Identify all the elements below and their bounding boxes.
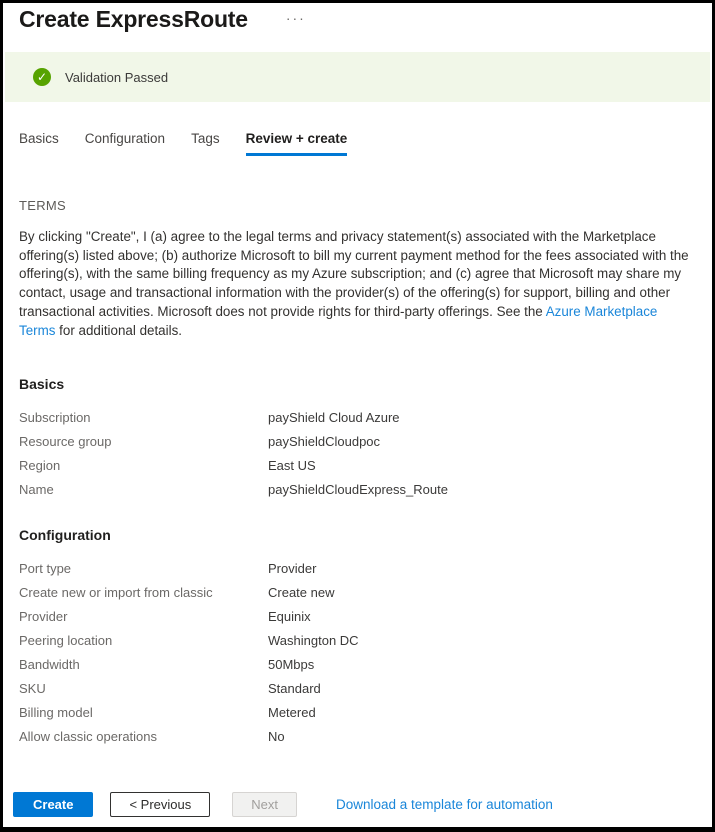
- terms-text-before: By clicking "Create", I (a) agree to the legal terms and privacy statement(s) associated with the Marketplace offering(s) listed above; (b) authorize Microsoft to bill my current payment method for the fees associated with the offering(s), with the same billing frequency as my Azure subscription; and (c) agree that Microsoft may share my contact, usage and transactional information with the provider(s) of the offering(s) for support, billing and other transactional activities. Microsoft does not provide rights for third-party offerings. See the: [19, 229, 689, 319]
- tab-basics[interactable]: Basics: [19, 131, 59, 146]
- check-circle-icon: ✓: [33, 68, 51, 86]
- validation-message: Validation Passed: [65, 69, 169, 85]
- row-value: No: [268, 728, 285, 744]
- azure-marketplace-terms-link[interactable]: Azure Marketplace Terms: [19, 303, 658, 338]
- download-template-link[interactable]: Download a template for automation: [336, 797, 553, 812]
- tab-bar: [3, 131, 712, 156]
- row-label: Region: [19, 457, 61, 473]
- summary-row-billing-model: [19, 700, 696, 724]
- row-label: Bandwidth: [19, 656, 80, 672]
- summary-row-region: [19, 453, 696, 477]
- row-label: Subscription: [19, 409, 91, 425]
- row-label: Resource group: [19, 433, 112, 449]
- row-value: 50Mbps: [268, 656, 315, 672]
- tab-configuration[interactable]: Configuration: [84, 131, 166, 146]
- row-label: Peering location: [19, 632, 113, 648]
- basics-summary: [19, 405, 696, 501]
- row-value: Metered: [268, 704, 316, 720]
- footer-action-bar: [13, 792, 702, 817]
- next-button[interactable]: Next: [232, 792, 297, 817]
- row-label: Billing model: [19, 704, 93, 720]
- summary-row-sku: [19, 676, 696, 700]
- row-label: Allow classic operations: [19, 728, 158, 744]
- summary-row-create-new-or-import: [19, 580, 696, 604]
- row-value: Standard: [268, 680, 321, 696]
- summary-row-bandwidth: [19, 652, 696, 676]
- tab-review-create[interactable]: Review + create: [246, 131, 348, 156]
- row-value: East US: [268, 457, 316, 473]
- previous-button[interactable]: < Previous: [110, 792, 210, 817]
- row-label: SKU: [19, 680, 46, 696]
- more-options-icon[interactable]: ···: [285, 10, 306, 26]
- validation-banner: [5, 52, 710, 102]
- row-label: Create new or import from classic: [19, 584, 213, 600]
- summary-row-allow-classic-operations: [19, 724, 696, 748]
- row-value: Provider: [268, 560, 317, 576]
- create-button[interactable]: Create: [13, 792, 93, 817]
- page-header: [3, 3, 712, 33]
- configuration-summary: [19, 556, 696, 748]
- row-value: payShieldCloudpoc: [268, 433, 381, 449]
- row-label: Port type: [19, 560, 72, 576]
- summary-row-name: [19, 477, 696, 501]
- row-value: payShieldCloudExpress_Route: [268, 481, 448, 497]
- row-value: Create new: [268, 584, 335, 600]
- summary-row-provider: [19, 604, 696, 628]
- section-title-basics: Basics: [19, 376, 65, 393]
- tab-tags[interactable]: Tags: [191, 131, 220, 146]
- row-value: Equinix: [268, 608, 311, 624]
- row-label: Name: [19, 481, 54, 497]
- summary-row-subscription: [19, 405, 696, 429]
- row-label: Provider: [19, 608, 68, 624]
- summary-row-resource-group: [19, 429, 696, 453]
- page-title: Create ExpressRoute: [19, 6, 248, 32]
- summary-row-port-type: [19, 556, 696, 580]
- summary-row-peering-location: [19, 628, 696, 652]
- row-value: payShield Cloud Azure: [268, 409, 400, 425]
- row-value: Washington DC: [268, 632, 359, 648]
- section-title-configuration: Configuration: [19, 527, 111, 544]
- terms-heading: TERMS: [19, 198, 66, 213]
- terms-text-after: for additional details.: [55, 322, 182, 338]
- terms-paragraph: [19, 228, 695, 340]
